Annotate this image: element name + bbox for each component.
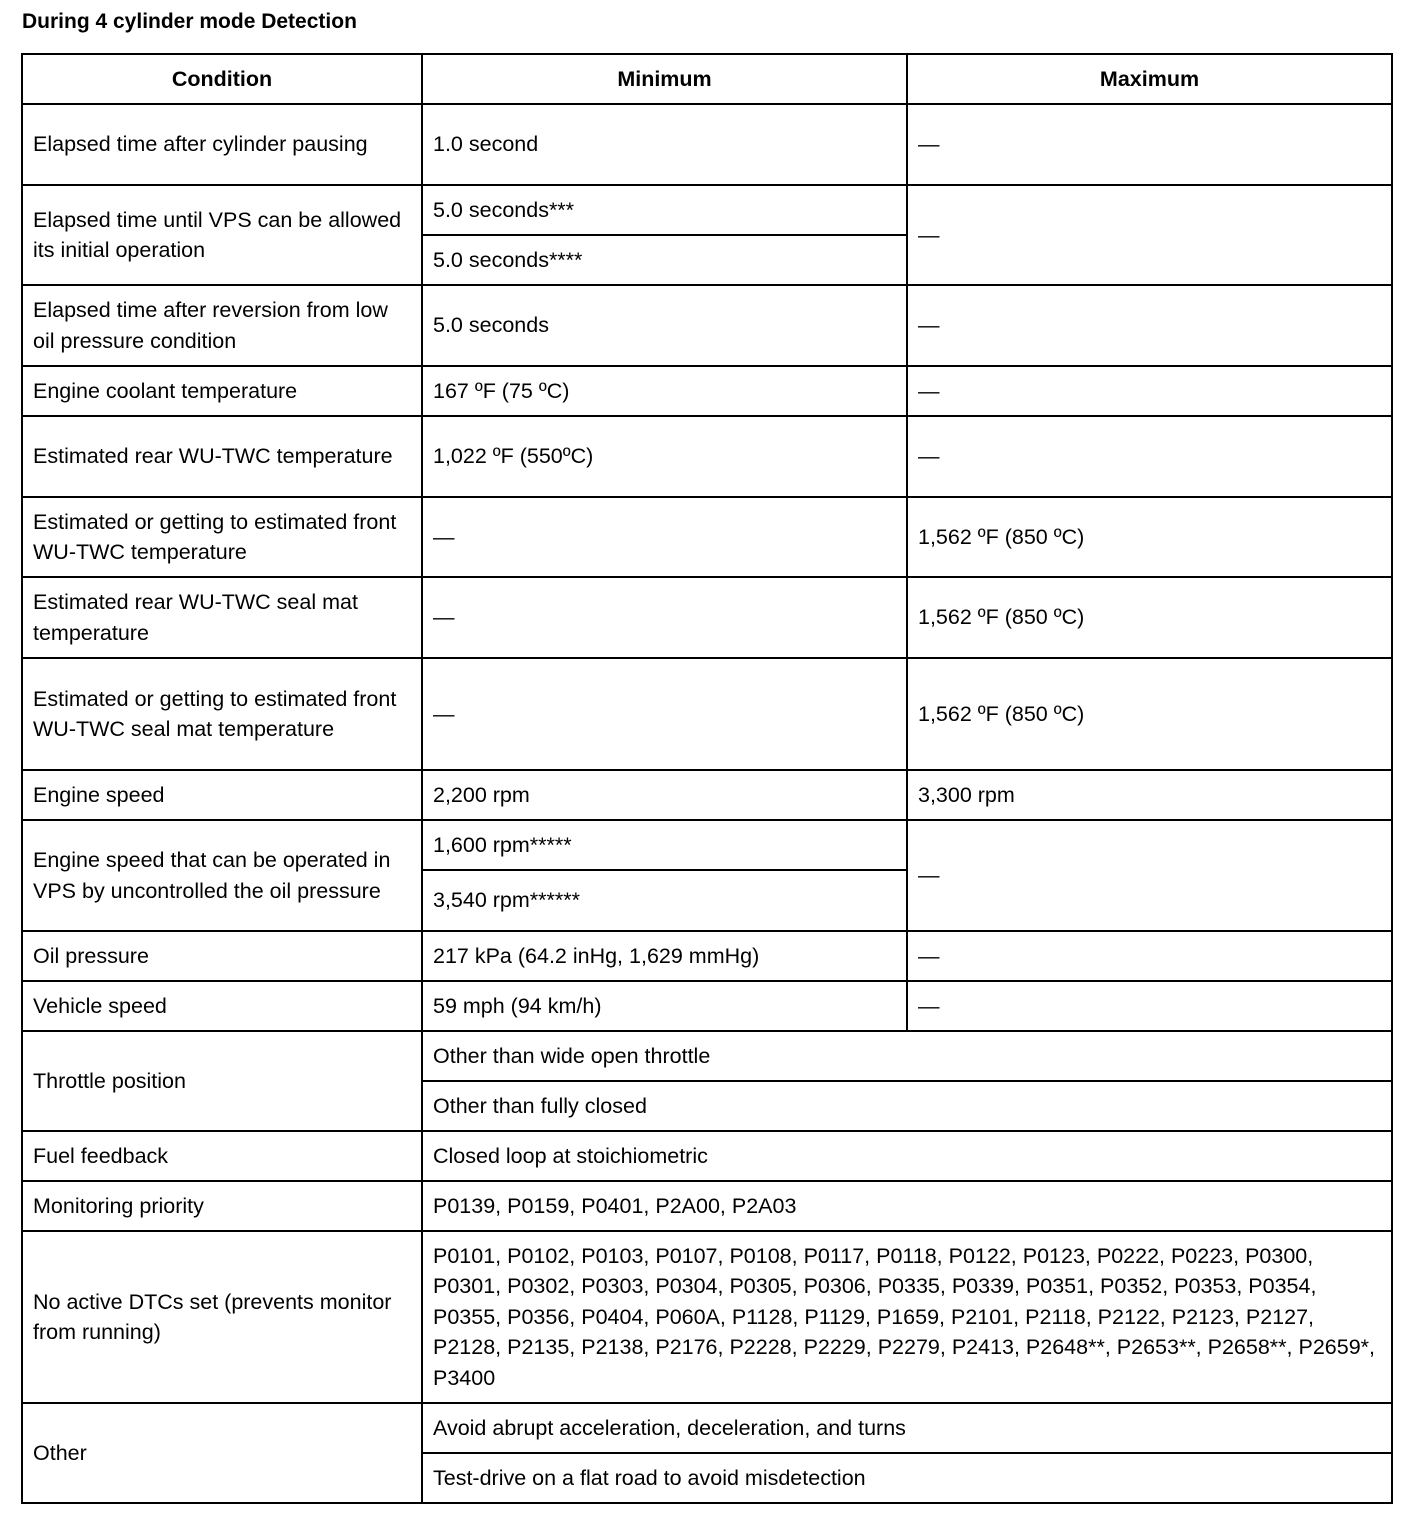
condition-cell: Estimated rear WU-TWC temperature [22,416,422,497]
condition-cell: Elapsed time until VPS can be allowed its initial operation [22,185,422,285]
table-row [22,931,1392,981]
table-row [22,416,1392,497]
maximum-cell: 1,562 ºF (850 ºC) [907,577,1392,658]
header-condition: Condition [22,54,422,104]
table-row [22,1181,1392,1231]
table-header-row [22,54,1392,104]
table-row [22,104,1392,185]
table-row [22,1031,1392,1081]
condition-cell: Estimated or getting to estimated front WU-TWC seal mat temperature [22,658,422,770]
table-row [22,658,1392,770]
condition-cell: Fuel feedback [22,1131,422,1181]
minimum-cell: 5.0 seconds*** [422,185,907,235]
table-row [22,577,1392,658]
condition-cell: Oil pressure [22,931,422,981]
condition-cell: Throttle position [22,1031,422,1131]
maximum-cell: — [907,104,1392,185]
value-cell: Test-drive on a flat road to avoid misdetection [422,1453,1392,1503]
value-cell: Other than wide open throttle [422,1031,1392,1081]
minimum-cell: — [422,497,907,577]
page-title: During 4 cylinder mode Detection [22,10,357,33]
minimum-cell: — [422,658,907,770]
maximum-cell: 1,562 ºF (850 ºC) [907,497,1392,577]
header-minimum: Minimum [422,54,907,104]
table-row [22,820,1392,870]
condition-cell: Vehicle speed [22,981,422,1031]
table-row [22,1231,1392,1403]
condition-cell: Engine coolant temperature [22,366,422,416]
condition-cell: Elapsed time after reversion from low oil pressure condition [22,285,422,366]
header-maximum: Maximum [907,54,1392,104]
value-cell: P0139, P0159, P0401, P2A00, P2A03 [422,1181,1392,1231]
value-cell: Closed loop at stoichiometric [422,1131,1392,1181]
value-cell: Avoid abrupt acceleration, deceleration, and turns [422,1403,1392,1453]
maximum-cell: — [907,931,1392,981]
minimum-cell: 59 mph (94 km/h) [422,981,907,1031]
condition-cell: Estimated rear WU-TWC seal mat temperature [22,577,422,658]
condition-cell: Engine speed that can be operated in VPS by uncontrolled the oil pressure [22,820,422,931]
minimum-cell: 167 ºF (75 ºC) [422,366,907,416]
condition-cell: Estimated or getting to estimated front WU-TWC temperature [22,497,422,577]
condition-cell: Engine speed [22,770,422,820]
table-row [22,1131,1392,1181]
maximum-cell: — [907,366,1392,416]
table-row [22,770,1392,820]
minimum-cell: 217 kPa (64.2 inHg, 1,629 mmHg) [422,931,907,981]
maximum-cell: — [907,416,1392,497]
maximum-cell: — [907,820,1392,931]
table-row [22,981,1392,1031]
condition-cell: Elapsed time after cylinder pausing [22,104,422,185]
table-row [22,285,1392,366]
table-row [22,366,1392,416]
value-cell: Other than fully closed [422,1081,1392,1131]
condition-cell: Monitoring priority [22,1181,422,1231]
minimum-cell: 1.0 second [422,104,907,185]
conditions-table [21,53,1393,1504]
table-row [22,497,1392,577]
maximum-cell: 3,300 rpm [907,770,1392,820]
maximum-cell: 1,562 ºF (850 ºC) [907,658,1392,770]
maximum-cell: — [907,285,1392,366]
maximum-cell: — [907,185,1392,285]
minimum-cell: 1,600 rpm***** [422,820,907,870]
minimum-cell: 5.0 seconds [422,285,907,366]
minimum-cell: — [422,577,907,658]
maximum-cell: — [907,981,1392,1031]
minimum-cell: 2,200 rpm [422,770,907,820]
table-row [22,1403,1392,1453]
minimum-cell: 1,022 ºF (550ºC) [422,416,907,497]
table-row [22,185,1392,235]
dtc-list-cell: P0101, P0102, P0103, P0107, P0108, P0117, P0118, P0122, P0123, P0222, P0223, P0300, P0301, P0302, P0303, P0304, P0305, P0306, P0335, P0339, P0351, P0352, P0353, P0354, P0355, P0356, P0404, P060A, P1128, P1129, P1659, P2101, P2118, P2122, P2123, P2127, P2128, P2135, P2138, P2176, P2228, P2229, P2279, P2413, P2648**, P2653**, P2658**, P2659*, P3400 [422,1231,1392,1403]
condition-cell: No active DTCs set (prevents monitor from running) [22,1231,422,1403]
minimum-cell: 3,540 rpm****** [422,870,907,931]
condition-cell: Other [22,1403,422,1503]
minimum-cell: 5.0 seconds**** [422,235,907,285]
